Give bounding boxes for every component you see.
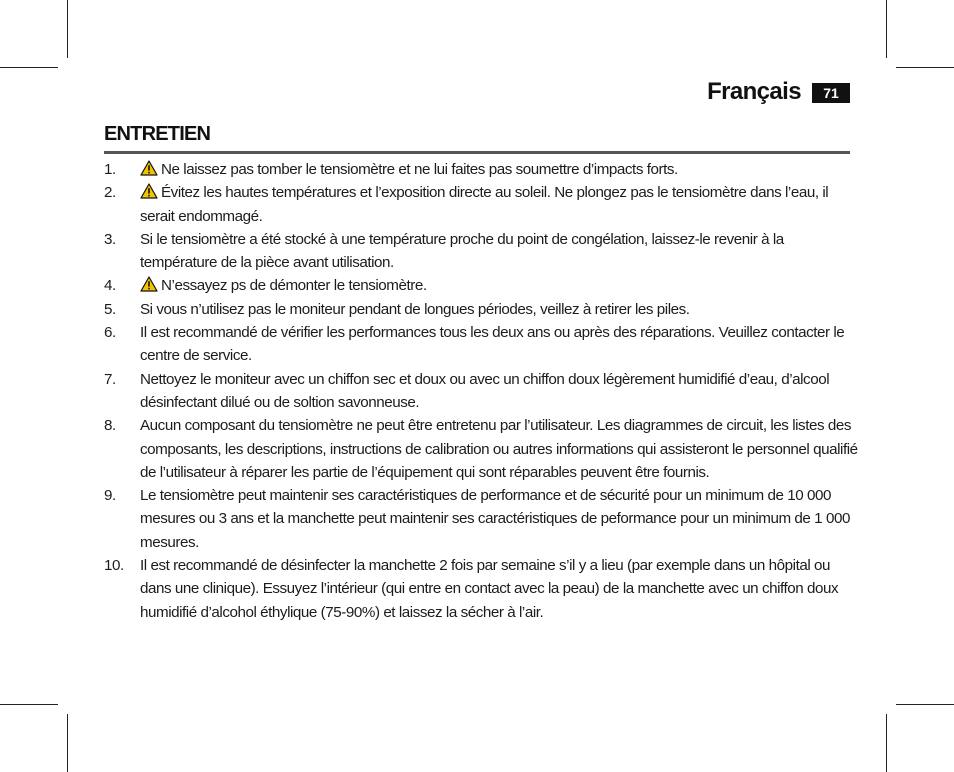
list-item-text: Le tensiomètre peut maintenir ses caractéristiques de performance et de sécurité pour un minimum de 10 000 mesures ou 3 ans et la manchette peut maintenir ses caractéristiques de peformance pour un minimum de 1 000 mesures. (140, 487, 850, 551)
list-item (104, 181, 860, 228)
list-item (104, 368, 860, 415)
list-item-number: 8. (104, 417, 116, 435)
list-item-number: 2. (104, 184, 116, 202)
crop-mark-top-right-vertical (886, 0, 887, 58)
list-item-text: N’essayez ps de démonter le tensiomètre. (161, 277, 427, 295)
warning-triangle-icon (140, 160, 158, 176)
list-item-text: Si vous n’utilisez pas le moniteur pendant de longues périodes, veillez à retirer les piles. (140, 300, 690, 318)
warning-triangle-icon (140, 276, 158, 292)
list-item-text: Il est recommandé de vérifier les performances tous les deux ans ou après des réparations. Veuillez contacter le centre de service. (140, 324, 845, 365)
list-item-text: Ne laissez pas tomber le tensiomètre et ne lui faites pas soumettre d’impacts forts. (161, 161, 678, 178)
list-item (104, 158, 860, 181)
list-item-number: 6. (104, 324, 116, 342)
warning-triangle-icon (140, 183, 158, 199)
list-item-text: Aucun composant du tensiomètre ne peut être entretenu par l’utilisateur. Les diagrammes de circuit, les listes des composants, les descriptions, instructions de calibration ou autres informations qui assisteront le personnel qualifié de l’utilisateur à réparer les partie de l’équipement qui sont réparables peuvent être fournis. (140, 417, 858, 481)
crop-mark-bottom-right-vertical (886, 714, 887, 772)
list-item-body (140, 181, 860, 228)
list-item (104, 228, 860, 275)
list-item-body (140, 414, 860, 484)
list-item-body (140, 298, 860, 321)
list-item-body (140, 484, 860, 554)
list-item (104, 321, 860, 368)
list-item-text: Nettoyez le moniteur avec un chiffon sec et doux ou avec un chiffon doux légèrement humidifié d’eau, d’alcool désinfectant dilué ou de soltion savonneuse. (140, 370, 830, 411)
crop-mark-bottom-right-horizontal (896, 704, 954, 705)
page-number: 71 (812, 83, 850, 103)
list-item-number: 7. (104, 370, 116, 388)
list-item-text: Il est recommandé de désinfecter la manchette 2 fois par semaine s’il y a lieu (par exemple dans un hôpital ou dans une clinique). Essuyez l’intérieur (qui entre en contact avec la peau) de la manchette avec un chiffon doux humidifié d’alcohol éthylique (75-90%) et laissez la sécher à l’air. (140, 557, 839, 621)
list-item-body (140, 554, 860, 624)
list-item-number: 10. (104, 557, 124, 575)
list-item-body (140, 228, 860, 275)
list-item-number: 9. (104, 487, 116, 505)
list-item (104, 484, 860, 554)
list-item-text: Évitez les hautes températures et l’exposition directe au soleil. Ne plongez pas le tensiomètre dans l’eau, il serait endommagé. (140, 184, 829, 225)
list-item-text: Si le tensiomètre a été stocké à une température proche du point de congélation, laissez-le revenir à la température de la pièce avant utilisation. (140, 230, 784, 272)
crop-mark-top-left-vertical (67, 0, 68, 58)
list-item-number: 1. (104, 161, 116, 178)
section-title: ENTRETIEN (104, 123, 211, 145)
crop-mark-bottom-left-horizontal (0, 704, 58, 705)
list-item (104, 554, 860, 624)
list-item-body (140, 158, 860, 181)
list-item-body (140, 321, 860, 368)
list-item (104, 274, 860, 297)
maintenance-list (104, 158, 860, 624)
crop-mark-bottom-left-vertical (67, 714, 68, 772)
list-item-body (140, 274, 860, 297)
section-divider (104, 151, 850, 154)
language-heading: Français (707, 78, 801, 105)
list-item-number: 4. (104, 277, 116, 295)
crop-mark-top-right-horizontal (896, 67, 954, 68)
list-item-number: 5. (104, 300, 116, 318)
crop-mark-top-left-horizontal (0, 67, 58, 68)
list-item (104, 414, 860, 484)
list-item (104, 298, 860, 321)
list-item-number: 3. (104, 230, 116, 248)
list-item-body (140, 368, 860, 415)
